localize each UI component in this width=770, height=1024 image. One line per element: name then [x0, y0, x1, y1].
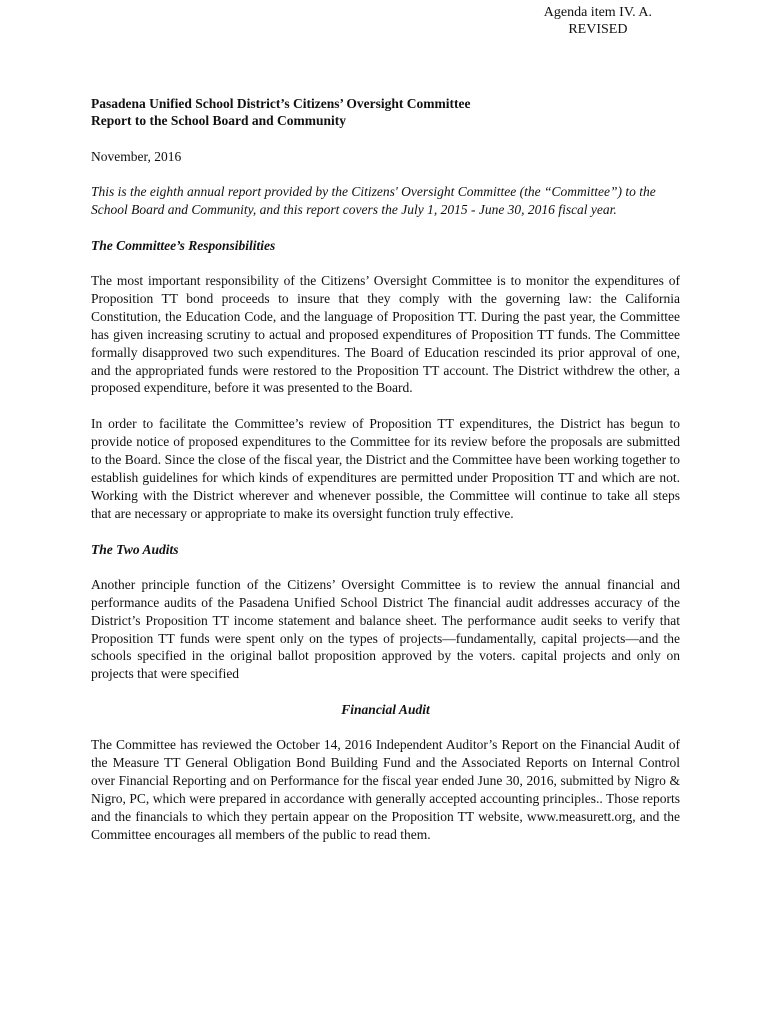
- intro-paragraph: This is the eighth annual report provided by the Citizens' Oversight Committee (the “Committee”) to the School Board and Community, and this report covers the July 1, 2015 - June 30, 2016 fiscal year.: [91, 184, 656, 217]
- section-heading-responsibilities: The Committee’s Responsibilities: [91, 238, 276, 253]
- agenda-item-label: Agenda item IV. A.: [543, 5, 652, 20]
- report-title: [91, 95, 680, 129]
- report-body: [91, 95, 680, 844]
- report-title-line-1: Pasadena Unified School District’s Citizens’ Oversight Committee: [91, 96, 471, 111]
- report-title-line-2: Report to the School Board and Community: [91, 113, 347, 128]
- revised-label: REVISED: [568, 22, 628, 37]
- audits-paragraph-1: Another principle function of the Citizens’ Oversight Committee is to review the annual financial and performance audits of the Pasadena Unified School District The financial audit addresses accuracy of the District’s Proposition TT income statement and balance sheet. The performance audit seeks to verify that Proposition TT funds were spent only on the types of projects—fundamentally, capital projects—and the schools specified in the original ballot proposition approved by the voters. capital projects and only on projects that were specified: [91, 576, 680, 682]
- report-date: November, 2016: [91, 149, 182, 164]
- responsibilities-paragraph-1: The most important responsibility of the Citizens’ Oversight Committee is to monitor the expenditures of Proposition TT bond proceeds to insure that they comply with the governing law: the California Constitution, the Education Code, and the language of Proposition TT. During the past year, the Committee has given increasing scrutiny to actual and proposed expenditures of Proposition TT funds. The Committee formally disapproved two such expenditures. The Board of Education rescinded its prior approval of one, and the appropriated funds were restored to the Proposition TT account. The District withdrew the other, a proposed expenditure, before it was presented to the Board.: [91, 273, 680, 396]
- section-heading-financial-audit: Financial Audit: [341, 702, 430, 718]
- agenda-header: [544, 4, 652, 38]
- financial-audit-paragraph-1: The Committee has reviewed the October 14, 2016 Independent Auditor’s Report on the Financial Audit of the Measure TT General Obligation Bond Building Fund and the Associated Reports on Internal Control over Financial Reporting and on Performance for the fiscal year ended June 30, 2016, submitted by Nigro & Nigro, PC, which were prepared in accordance with generally accepted accounting principles.. Those reports and the financials to which they pertain appear on the Proposition TT website, www.measurett.org, and the Committee encourages all members of the public to read them.: [91, 737, 680, 842]
- section-heading-two-audits: The Two Audits: [91, 541, 179, 557]
- responsibilities-paragraph-2: In order to facilitate the Committee’s review of Proposition TT expenditures, the District has begun to provide notice of proposed expenditures to the Committee for its review before the proposals are submitted to the Board. Since the close of the fiscal year, the District and the Committee have been working together to establish guidelines for which kinds of expenditures are permitted under Proposition TT and which are not. Working with the District wherever and whenever possible, the Committee will continue to take all steps that are necessary or appropriate to make its oversight function truly effective.: [91, 416, 680, 521]
